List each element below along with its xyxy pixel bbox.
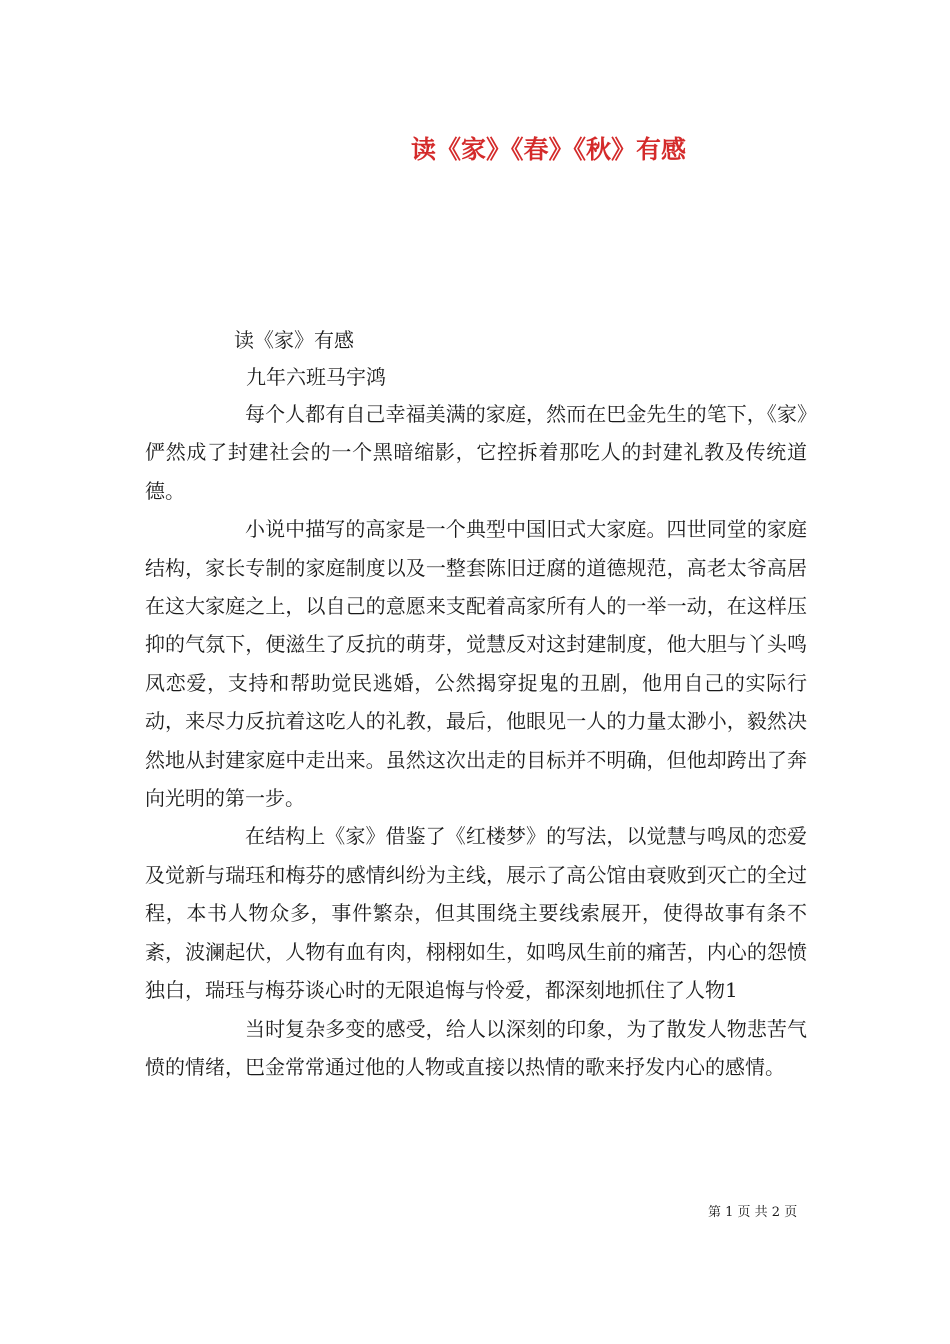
essay-title: 读《家》有感 (234, 328, 354, 352)
paragraph-4: 当时复杂多变的感受，给人以深刻的印象，为了散发人物悲苦气愤的情绪，巴金常常通过他的人物或直接以热情的歌来抒发内心的感情。 (145, 1016, 807, 1079)
paragraph-2: 小说中描写的高家是一个典型中国旧式大家庭。四世同堂的家庭结构，家长专制的家庭制度以及一整套陈旧迂腐的道德规范，高老太爷高居在这大家庭之上，以自己的意愿来支配着高家所有人的一举一动，在这样压抑的气氛下，便滋生了反抗的萌芽，觉慧反对这封建制度，他大胆与丫头鸣凤恋爱，支持和帮助觉民逃婚，公然揭穿捉鬼的丑剧，他用自己的实际行动，来尽力反抗着这吃人的礼教，最后，他眼见一人的力量太渺小，毅然决然地从封建家庭中走出来。虽然这次出走的目标并不明确，但他却跨出了奔向光明的第一步。 (145, 517, 807, 811)
page-number-footer: 第 1 页 共 2 页 (708, 1205, 798, 1220)
paragraph-3: 在结构上《家》借鉴了《红楼梦》的写法，以觉慧与鸣凤的恋爱及觉新与瑞珏和梅芬的感情纠纷为主线，展示了高公馆由衰败到灭亡的全过程，本书人物众多，事件繁杂，但其围绕主要线索展开，使得故事有条不紊，波澜起伏，人物有血有肉，栩栩如生，如鸣凤生前的痛苦，内心的怨愤独白，瑞珏与梅芬谈心时的无限追悔与怜爱，都深刻地抓住了人物1 (145, 824, 807, 1003)
document-title: 读《家》《春》《秋》有感 (411, 135, 687, 164)
paragraph-1: 每个人都有自己幸福美满的家庭，然而在巴金先生的笔下，《家》俨然成了封建社会的一个黑暗缩影，它控拆着那吃人的封建礼教及传统道德。 (145, 402, 807, 503)
essay-author: 九年六班马宇鸿 (246, 365, 386, 389)
essay-body (145, 395, 807, 1086)
